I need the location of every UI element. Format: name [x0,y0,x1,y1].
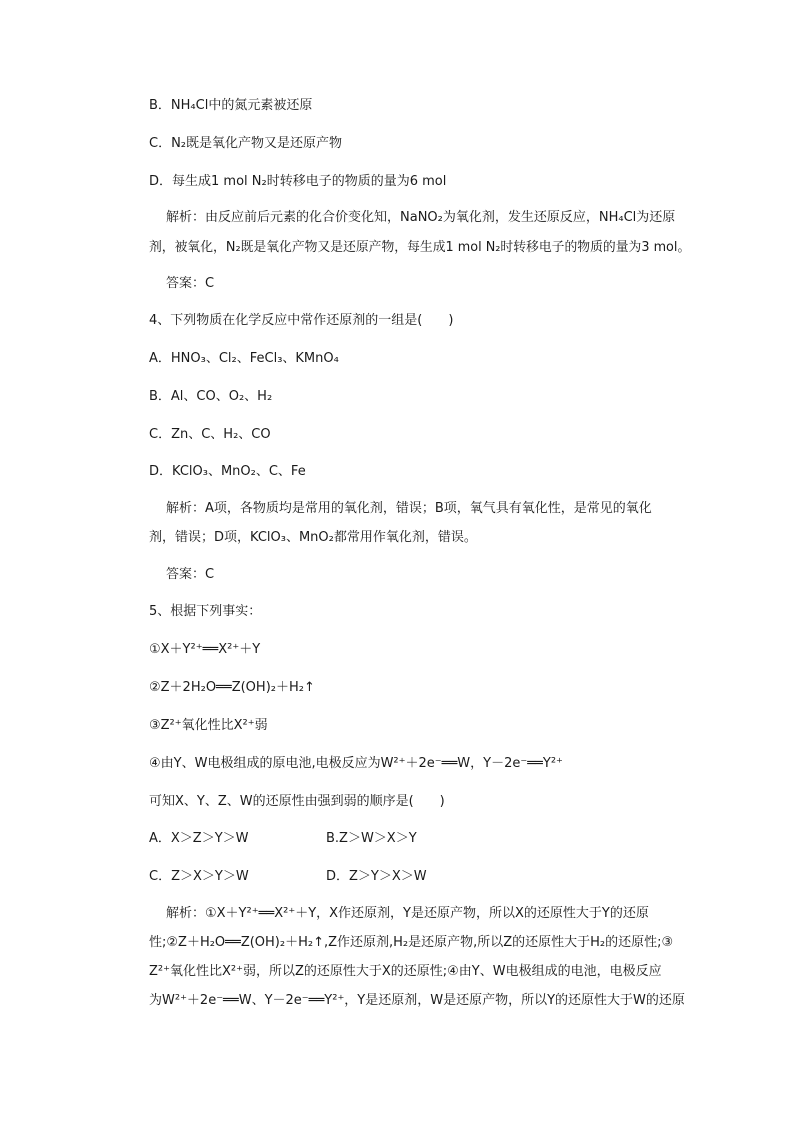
q4-option-c: C．Zn、C、H₂、CO [149,427,271,442]
q3-option-c: C．N₂既是氧化产物又是还原产物 [149,136,343,151]
q3-option-b: B．NH₄Cl中的氮元素被还原 [149,98,313,113]
q5-analysis-line2: 性;②Z＋H₂O══Z(OH)₂＋H₂↑,Z作还原剂,H₂是还原产物,所以Z的还原性大于H₂的还原性;③ [149,935,674,950]
q5-fact2: ②Z＋2H₂O══Z(OH)₂＋H₂↑ [149,680,315,695]
q5-analysis-line3: Z²⁺氧化性比X²⁺弱，所以Z的还原性大于X的还原性;④由Y、W电极组成的电池，电极反应 [149,964,662,979]
q3-analysis-line2: 剂，被氧化，N₂既是氧化产物又是还原产物，每生成1 mol N₂时转移电子的物质的量为3 mol。 [149,240,691,255]
q4-option-a: A．HNO₃、Cl₂、FeCl₃、KMnO₄ [149,351,339,366]
q4-analysis-line1: 解析：A项，各物质均是常用的氧化剂，错误；B项，氧气具有氧化性，是常见的氧化 [166,501,652,516]
q5-fact1: ①X＋Y²⁺══X²⁺＋Y [149,642,261,657]
q4-analysis-line2: 剂，错误；D项，KClO₃、MnO₂都常用作氧化剂，错误。 [149,530,477,545]
q5-question: 可知X、Y、Z、W的还原性由强到弱的顺序是( ) [149,794,445,809]
q5-stem: 5、根据下列事实： [149,604,262,619]
q5-option-d: D．Z＞Y＞X＞W [326,869,427,884]
q5-option-a: A．X＞Z＞Y＞W [149,831,249,846]
q4-answer: 答案：C [166,567,215,582]
q5-option-c: C．Z＞X＞Y＞W [149,869,249,884]
q5-analysis-line4: 为W²⁺＋2e⁻══W、Y－2e⁻══Y²⁺，Y是还原剂，W是还原产物，所以Y的还原性大于W的还原 [149,993,685,1008]
q3-answer: 答案：C [166,276,215,291]
q5-analysis-line1: 解析：①X＋Y²⁺══X²⁺＋Y，X作还原剂，Y是还原产物，所以X的还原性大于Y的还原 [166,906,649,921]
q3-analysis-line1: 解析：由反应前后元素的化合价变化知，NaNO₂为氧化剂，发生还原反应，NH₄Cl为还原 [166,210,676,225]
q5-fact4: ④由Y、W电极组成的原电池,电极反应为W²⁺＋2e⁻══W，Y－2e⁻══Y²⁺ [149,756,563,771]
q4-option-d: D．KClO₃、MnO₂、C、Fe [149,464,306,479]
q5-fact3: ③Z²⁺氧化性比X²⁺弱 [149,718,268,733]
q3-option-d: D．每生成1 mol N₂时转移电子的物质的量为6 mol [149,174,447,189]
q4-stem: 4、下列物质在化学反应中常作还原剂的一组是( ) [149,313,454,328]
q4-option-b: B．Al、CO、O₂、H₂ [149,389,273,404]
q5-option-b: B.Z＞W＞X＞Y [326,831,417,846]
